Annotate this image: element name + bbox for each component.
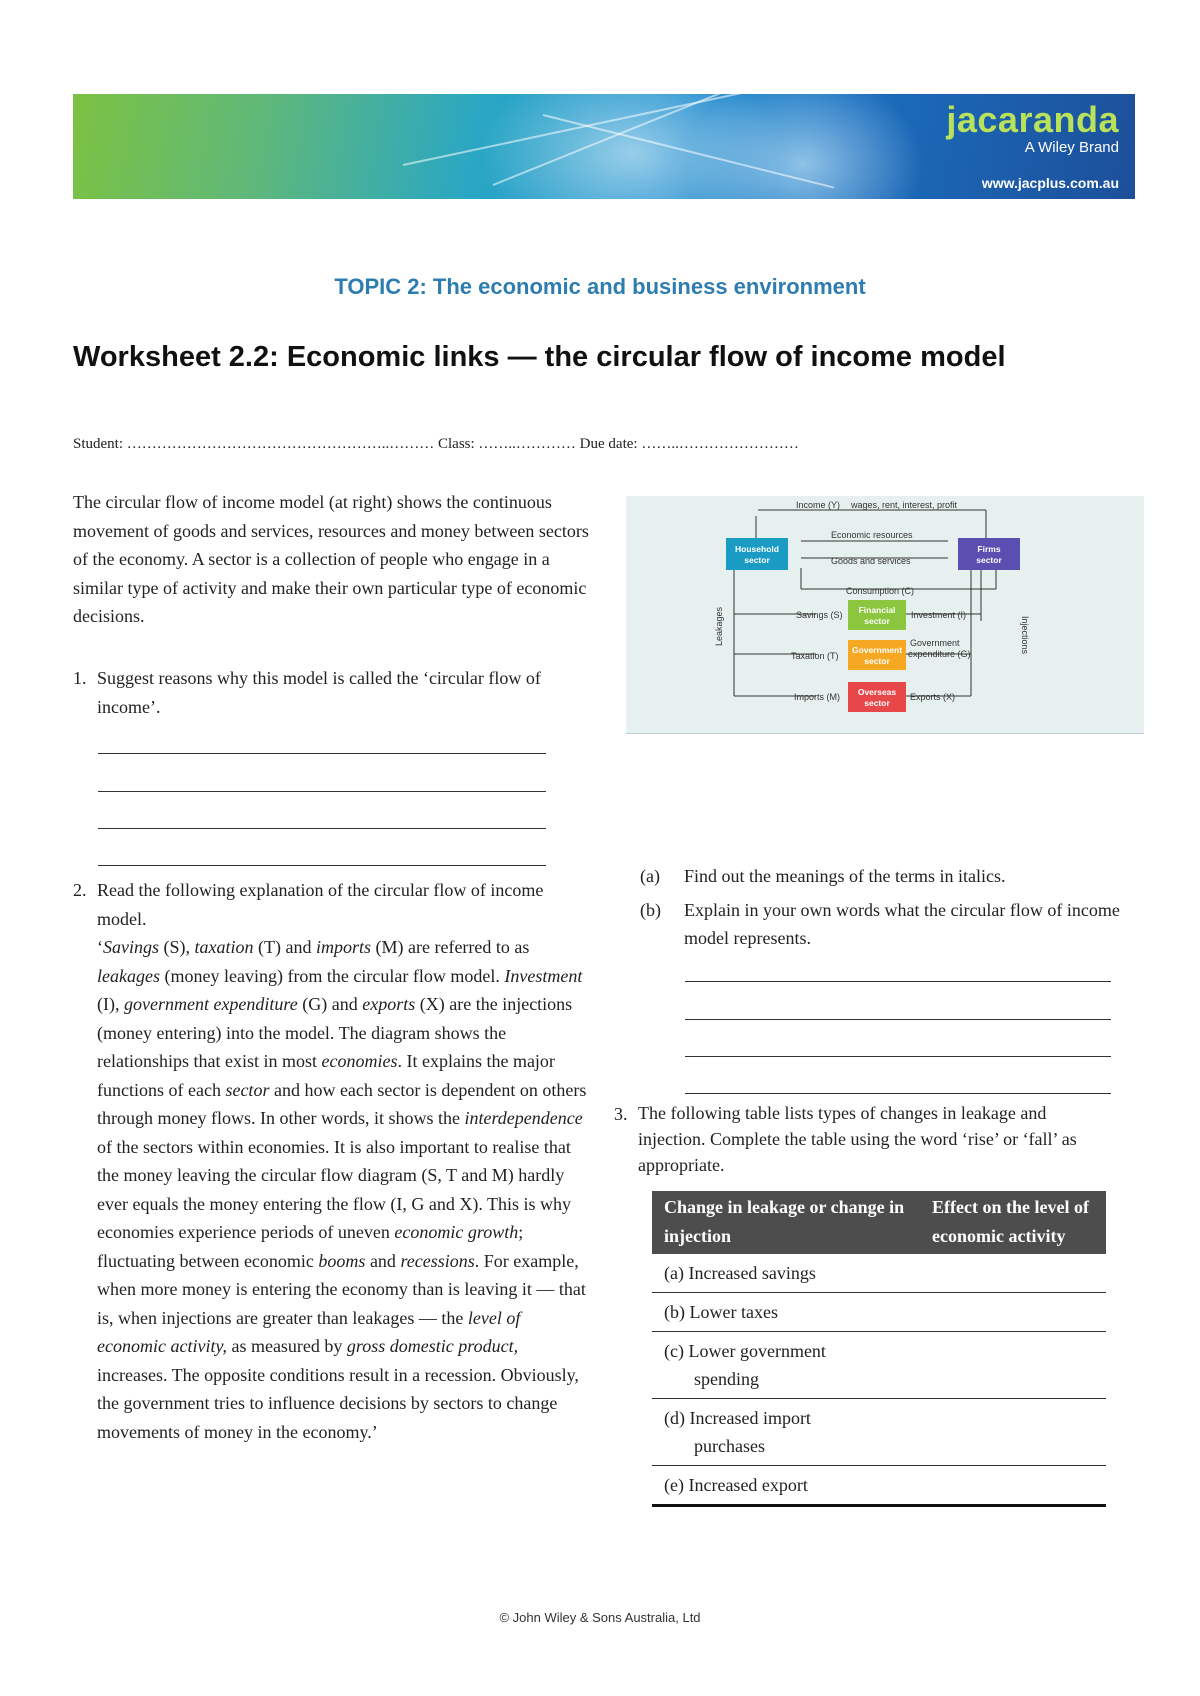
household-sector-box bbox=[726, 538, 788, 570]
consumption-label: Consumption (C) bbox=[846, 586, 915, 596]
quote-text: (T) and bbox=[253, 937, 316, 957]
answer-line[interactable] bbox=[685, 1019, 1111, 1020]
household-label-1: Household bbox=[735, 544, 779, 554]
quote-text: (M) are referred to as bbox=[371, 937, 530, 957]
table-cell-effect[interactable] bbox=[920, 1466, 1106, 1506]
gov-expenditure-label-2: expenditure (G) bbox=[908, 649, 971, 659]
quote-text: and how each sector is dependent on others through money flows. In other words, it shows the bbox=[97, 1079, 587, 1128]
table-cell-effect[interactable] bbox=[920, 1399, 1106, 1466]
table-row bbox=[652, 1254, 1106, 1293]
table-row bbox=[652, 1332, 1106, 1399]
table-cell-change bbox=[652, 1332, 920, 1399]
quote-text: (I), bbox=[97, 994, 124, 1014]
table-header-effect: Effect on the level of economic activity bbox=[920, 1191, 1106, 1254]
quote-text: (money leaving) from the circular flow model. bbox=[159, 965, 505, 986]
quote-text: . It explains the major functions of each bbox=[97, 1051, 555, 1100]
answer-line[interactable] bbox=[685, 1093, 1111, 1094]
intro-paragraph: The circular flow of income model (at right) shows the continuous movement of goods and services, resources and money between sectors of the economy. A sector is a collection of people who engage in a similar type of activity and make their own particular type of economic decisions. bbox=[73, 492, 589, 626]
quote-text: ‘ bbox=[97, 937, 103, 957]
italic-term: Savings bbox=[103, 937, 159, 957]
quote-text: (S), bbox=[159, 937, 195, 957]
table-cell-change: (e) Increased export bbox=[652, 1466, 920, 1506]
table-cell-effect[interactable] bbox=[920, 1293, 1106, 1332]
circular-flow-diagram bbox=[626, 496, 1144, 734]
question-text: Suggest reasons why this model is called the ‘circular flow of income’. bbox=[97, 668, 541, 717]
italic-term: level of economic activity, bbox=[97, 1307, 521, 1356]
question-number: 1. bbox=[73, 668, 87, 688]
government-label-2: sector bbox=[864, 656, 890, 666]
subquestion-label: (b) bbox=[640, 900, 661, 920]
brand-subtitle: A Wiley Brand bbox=[1024, 139, 1119, 156]
gov-expenditure-label-1: Government bbox=[910, 638, 960, 648]
table-row bbox=[652, 1293, 1106, 1332]
italic-term: gross domestic product, bbox=[346, 1336, 519, 1356]
brand-url: www.jacplus.com.au bbox=[981, 175, 1119, 191]
italic-term: government expenditure bbox=[123, 994, 298, 1014]
firms-sector-box bbox=[958, 538, 1020, 570]
table-cell-change: (a) Increased savings bbox=[652, 1254, 920, 1293]
income-detail-label: wages, rent, interest, profit bbox=[851, 500, 958, 510]
injections-label: Injections bbox=[1020, 616, 1030, 655]
table-cell-change bbox=[652, 1399, 920, 1466]
quote-text: (G) and bbox=[297, 994, 363, 1014]
table-cell-line: (d) Increased import bbox=[664, 1408, 811, 1428]
italic-term: leakages bbox=[97, 965, 160, 986]
table-cell-effect[interactable] bbox=[920, 1332, 1106, 1399]
copyright-footer: © John Wiley & Sons Australia, Ltd bbox=[499, 1610, 701, 1625]
italic-term: taxation bbox=[194, 937, 254, 957]
overseas-label-1: Overseas bbox=[857, 687, 897, 697]
italic-term: economies bbox=[321, 1051, 398, 1071]
student-info-line: Student: ……………………………………………..……… Class: ……..………… Due date: ……..…………………… bbox=[73, 436, 799, 452]
income-label: Income (Y) bbox=[796, 500, 841, 510]
answer-line[interactable] bbox=[98, 753, 546, 754]
table-header-row bbox=[652, 1191, 1106, 1254]
table-cell-change: (b) Lower taxes bbox=[652, 1293, 920, 1332]
topic-heading: TOPIC 2: The economic and business environment bbox=[334, 274, 866, 299]
answer-line[interactable] bbox=[685, 981, 1111, 982]
quote-text: ; fluctuating between economic bbox=[97, 1222, 524, 1271]
firms-label-2: sector bbox=[976, 555, 1002, 565]
italic-term: Investment bbox=[504, 965, 583, 986]
question-1 bbox=[73, 664, 593, 721]
quote-text: (X) are the injections (money entering) into the model. The diagram shows the relationships that exist in most bbox=[97, 994, 573, 1071]
government-label-1: Government bbox=[851, 645, 903, 655]
investment-label: Investment (I) bbox=[911, 610, 967, 620]
brand-block bbox=[946, 100, 1119, 194]
savings-label: Savings (S) bbox=[796, 610, 843, 620]
circular-flow-svg bbox=[626, 496, 1144, 734]
household-label-2: sector bbox=[744, 555, 770, 565]
firms-label-1: Firms bbox=[977, 544, 1001, 554]
answer-line[interactable] bbox=[98, 791, 546, 792]
question-2 bbox=[73, 876, 593, 1446]
table-cell-line: (c) Lower government bbox=[664, 1341, 826, 1361]
question-lead: Read the following explanation of the circular flow of income model. bbox=[97, 880, 544, 929]
question-2b bbox=[640, 896, 1140, 952]
financial-label-1: Financial bbox=[858, 605, 896, 615]
taxation-label: Taxation (T) bbox=[791, 651, 839, 661]
goods-services-label: Goods and services bbox=[831, 556, 911, 566]
quote-text: increases. The opposite conditions result in a recession. Obviously, the government tries to influence decisions by sectors to change movements of money in the economy.’ bbox=[97, 1364, 579, 1442]
answer-line[interactable] bbox=[98, 828, 546, 829]
table-row bbox=[652, 1466, 1106, 1506]
subquestion-label: (a) bbox=[640, 866, 660, 886]
economic-resources-label: Economic resources bbox=[831, 530, 913, 540]
italic-term: exports bbox=[362, 994, 416, 1014]
quote-text: and bbox=[365, 1250, 401, 1271]
subquestion-text: Find out the meanings of the terms in italics. bbox=[684, 866, 1006, 886]
table-row bbox=[652, 1399, 1106, 1466]
header-banner bbox=[73, 94, 1135, 199]
italic-term: imports bbox=[315, 937, 371, 957]
explanation-quote bbox=[97, 933, 593, 1446]
question-text: The following table lists types of changes in leakage and injection. Complete the table using the word ‘rise’ or ‘fall’ as appropriate. bbox=[638, 1103, 1077, 1175]
italic-term: interdependence bbox=[464, 1108, 583, 1128]
table-header-change: Change in leakage or change in injection bbox=[652, 1191, 920, 1254]
table-cell-line: spending bbox=[694, 1369, 759, 1389]
question-number: 2. bbox=[73, 880, 87, 900]
table-cell-line: purchases bbox=[694, 1436, 765, 1456]
table-cell-effect[interactable] bbox=[920, 1254, 1106, 1293]
page-title: Worksheet 2.2: Economic links — the circular flow of income model bbox=[73, 341, 1006, 373]
italic-term: booms bbox=[318, 1250, 366, 1271]
quote-text: . For example, when more money is entering the economy than is leaving it — that is, when injections are greater than leakages — the bbox=[97, 1250, 586, 1328]
question-number: 3. bbox=[614, 1104, 628, 1124]
leakages-label: Leakages bbox=[714, 606, 724, 646]
exports-label: Exports (X) bbox=[910, 692, 956, 702]
subquestion-text: Explain in your own words what the circular flow of income model represents. bbox=[684, 900, 1120, 948]
imports-label: Imports (M) bbox=[794, 692, 840, 702]
answer-line[interactable] bbox=[98, 865, 546, 866]
italic-term: recessions bbox=[400, 1250, 475, 1271]
financial-label-2: sector bbox=[864, 616, 890, 626]
answer-line[interactable] bbox=[685, 1056, 1111, 1057]
leakage-injection-table bbox=[652, 1191, 1106, 1507]
overseas-label-2: sector bbox=[864, 698, 890, 708]
question-3 bbox=[614, 1100, 1114, 1178]
quote-text: of the sectors within economies. It is also important to realise that the money leaving the circular flow diagram (S, T and M) hardly ever equals the money entering the flow (I, G and X). This is why economies experience periods of uneven bbox=[97, 1136, 572, 1242]
quote-text: as measured by bbox=[226, 1336, 347, 1356]
brand-logo: jacaranda bbox=[946, 99, 1119, 140]
question-2a bbox=[640, 862, 1140, 890]
italic-term: sector bbox=[225, 1079, 270, 1100]
banner-glow bbox=[673, 94, 933, 199]
italic-term: economic growth bbox=[394, 1222, 519, 1242]
